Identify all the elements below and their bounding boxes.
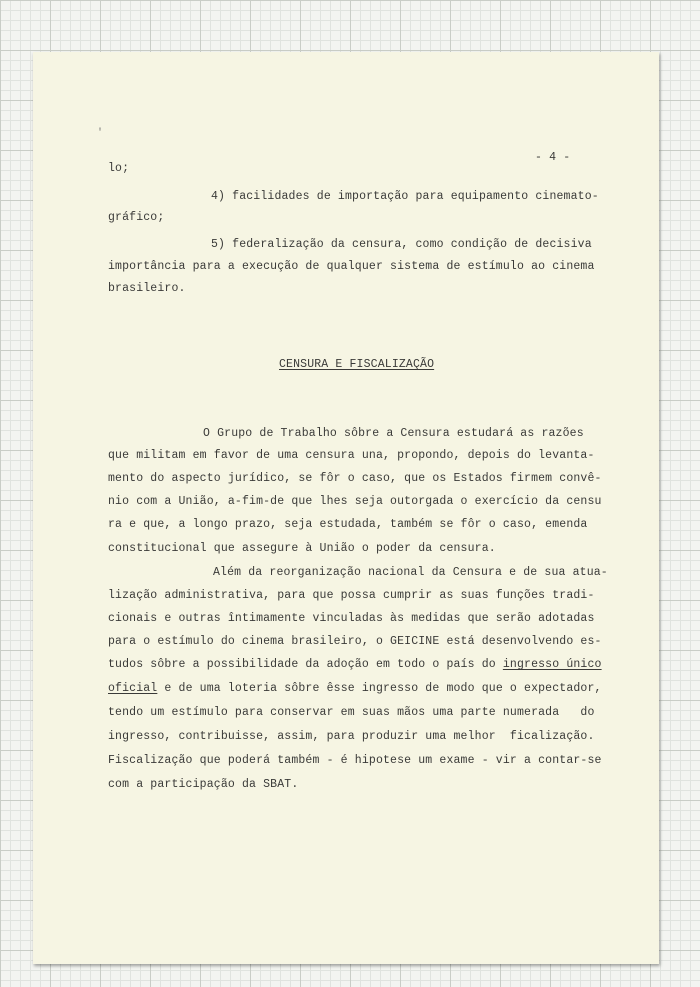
text-line: importância para a execução de qualquer sistema de estímulo ao cinema [108, 260, 595, 273]
text-line: Além da reorganização nacional da Censura e de sua atua- [213, 566, 608, 579]
text-line: tendo um estímulo para conservar em suas mãos uma parte numerada do [108, 706, 595, 719]
text-line: ingresso, contribuisse, assim, para produzir uma melhor ficalização. [108, 730, 595, 743]
text-line: com a participação da SBAT. [108, 778, 299, 791]
text-line-with-underline [108, 682, 602, 695]
text-line: 4) facilidades de importação para equipamento cinemato- [211, 190, 599, 203]
text-run: e de uma loteria sôbre êsse ingresso de modo que o expectador, [157, 682, 602, 695]
underlined-term: oficial [108, 682, 158, 695]
text-line: para o estímulo do cinema brasileiro, o GEICINE está desenvolvendo es- [108, 635, 602, 648]
text-line: 5) federalização da censura, como condição de decisiva [211, 238, 592, 251]
text-run: tudos sôbre a possibilidade da adoção em todo o país do [108, 658, 503, 671]
text-line: O Grupo de Trabalho sôbre a Censura estudará as razões [203, 427, 584, 440]
text-line: gráfico; [108, 211, 165, 224]
page-number: - 4 - [535, 151, 571, 164]
document-page [33, 52, 659, 964]
text-line: ra e que, a longo prazo, seja estudada, também se fôr o caso, emenda [108, 518, 588, 531]
underlined-term: ingresso único [502, 658, 602, 671]
text-line: brasileiro. [108, 282, 186, 295]
text-line: lo; [108, 162, 130, 175]
text-line: mento do aspecto jurídico, se fôr o caso, que os Estados firmem convê- [108, 472, 602, 485]
text-line: nio com a União, a-fim-de que lhes seja outorgada o exercício da censu [108, 495, 602, 508]
text-line: Fiscalização que poderá também - é hipotese um exame - vir a contar-se [108, 754, 602, 767]
text-line: constitucional que assegure à União o poder da censura. [108, 542, 496, 555]
text-line: que militam em favor de uma censura una, propondo, depois do levanta- [108, 449, 595, 462]
text-line: cionais e outras întimamente vinculadas às medidas que serão adotadas [108, 612, 595, 625]
margin-mark: ' [97, 128, 104, 139]
text-line: lização administrativa, para que possa cumprir as suas funções tradi- [108, 589, 595, 602]
section-heading: CENSURA E FISCALIZAÇÃO [279, 358, 435, 371]
text-line-with-underline [108, 658, 602, 671]
